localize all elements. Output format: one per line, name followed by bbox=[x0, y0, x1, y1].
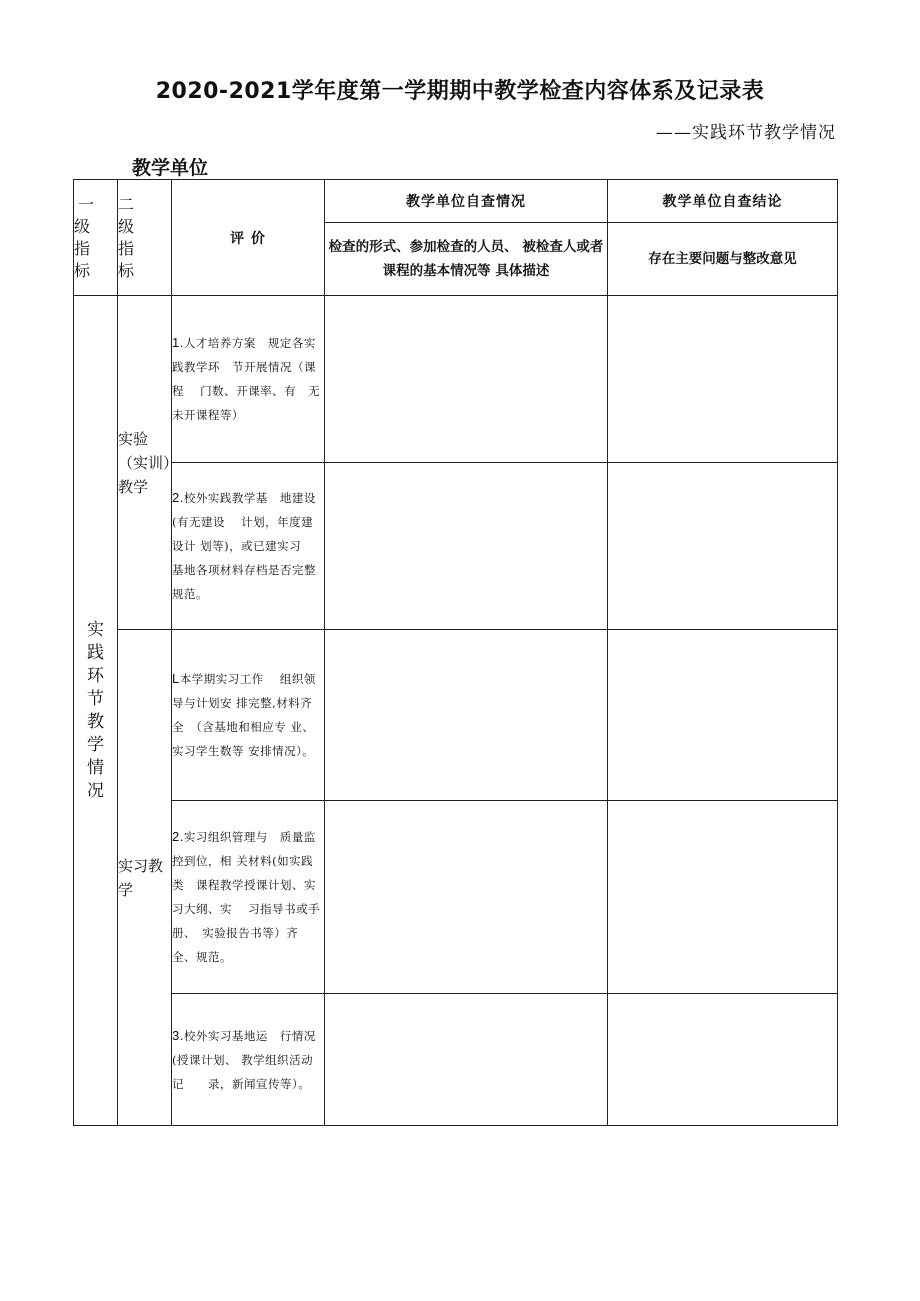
header-self-check: 教学单位自查情况 bbox=[325, 180, 608, 223]
header-conclusion-description: 存在主要问题与整改意见 bbox=[608, 223, 838, 296]
subcategory-label: 实习教学 bbox=[118, 856, 164, 899]
header-level2-char: 级 bbox=[118, 216, 135, 236]
evaluation-item bbox=[172, 630, 325, 801]
category-char: 实 bbox=[87, 619, 104, 640]
conclusion-input-cell[interactable] bbox=[608, 296, 838, 463]
header-level2-char: 标 bbox=[118, 260, 135, 280]
header-level1-indicator bbox=[74, 180, 118, 296]
category-char: 节 bbox=[87, 688, 104, 709]
item-text: 校外实践教学基 地建设(有无建设 计划，年度建设计 划等)，或已建实习 基地各项材料存档是否完整规范。 bbox=[172, 491, 316, 601]
category-char: 践 bbox=[87, 642, 104, 663]
item-text: 校外实习基地运 行情况(授课计划、 教学组织活动记 录，新闻宣传等）。 bbox=[172, 1028, 316, 1091]
inspection-record-table bbox=[73, 179, 838, 1126]
category-char: 况 bbox=[87, 780, 104, 801]
subcategory-experiment-training bbox=[118, 296, 172, 630]
item-text: 本学期实习工作 组织领导与计划安 排完整,材料齐全 （含基地和相应专 业、实习学生数等 安排情况）。 bbox=[172, 672, 316, 758]
category-char: 环 bbox=[87, 665, 104, 686]
conclusion-input-cell[interactable] bbox=[608, 994, 838, 1126]
category-practice-teaching bbox=[74, 296, 118, 1126]
item-number: 2. bbox=[172, 490, 184, 505]
category-char: 情 bbox=[87, 757, 104, 778]
self-check-input-cell[interactable] bbox=[325, 994, 608, 1126]
evaluation-item bbox=[172, 463, 325, 630]
item-text: 人才培养方案 规定各实践教学环 节开展情况（课程 门数、开课率、有 无未开课程等） bbox=[172, 336, 321, 422]
header-level1-char: 标 bbox=[74, 260, 91, 280]
self-check-input-cell[interactable] bbox=[325, 296, 608, 463]
conclusion-input-cell[interactable] bbox=[608, 463, 838, 630]
header-level1-char: 级 bbox=[74, 216, 91, 236]
evaluation-item bbox=[172, 296, 325, 463]
page-title: 2020-2021学年度第一学期期中教学检查内容体系及记录表 bbox=[155, 79, 765, 104]
subcategory-internship bbox=[118, 630, 172, 1126]
self-check-input-cell[interactable] bbox=[325, 801, 608, 994]
page-subtitle: ——实践环节教学情况 bbox=[656, 123, 836, 143]
header-level2-indicator bbox=[118, 180, 172, 296]
header-level1-char: 指 bbox=[74, 238, 91, 258]
header-evaluation: 评 价 bbox=[172, 180, 325, 296]
category-char: 学 bbox=[87, 734, 104, 755]
evaluation-item bbox=[172, 994, 325, 1126]
self-check-input-cell[interactable] bbox=[325, 463, 608, 630]
item-number: L bbox=[172, 671, 180, 686]
item-number: 1. bbox=[172, 335, 184, 350]
evaluation-item bbox=[172, 801, 325, 994]
item-text: 实习组织管理与 质量监控到位，相 关材料(如实践类 课程教学授课计划、实习大纲、实 习指导书或手册、 实验报告书等）齐 全、规范。 bbox=[172, 830, 321, 964]
conclusion-input-cell[interactable] bbox=[608, 630, 838, 801]
teaching-unit-label: 教学单位 bbox=[132, 157, 209, 179]
item-number: 3. bbox=[172, 1027, 184, 1043]
self-check-input-cell[interactable] bbox=[325, 630, 608, 801]
subcategory-label: 实验（实训）教学 bbox=[118, 429, 171, 496]
header-level2-char: 二 bbox=[118, 194, 135, 214]
header-self-check-description: 检查的形式、参加检查的人员、 被检查人或者课程的基本情况等 具体描述 bbox=[325, 223, 608, 296]
header-level2-char: 指 bbox=[118, 238, 135, 258]
conclusion-input-cell[interactable] bbox=[608, 801, 838, 994]
header-conclusion: 教学单位自查结论 bbox=[608, 180, 838, 223]
category-char: 教 bbox=[87, 711, 104, 732]
header-level1-char: 一 bbox=[78, 194, 95, 214]
item-number: 2. bbox=[172, 829, 184, 844]
